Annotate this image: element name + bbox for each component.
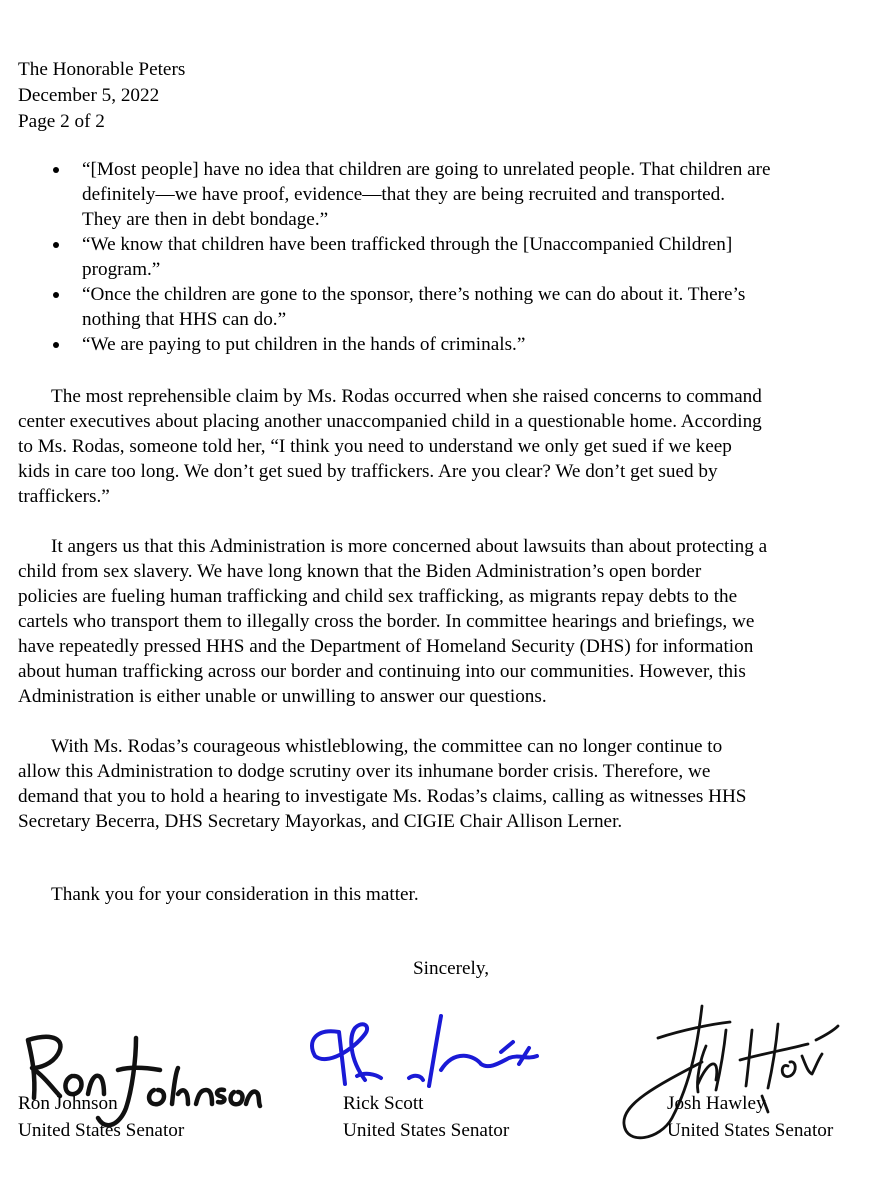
paragraph-line: child from sex slavery. We have long known that the Biden Administration’s open border [18,561,702,582]
signer-title: United States Senator [667,1120,834,1141]
quote-bullet-list [50,157,870,357]
paragraph-line: demand that you to hold a hearing to investigate Ms. Rodas’s claims, calling as witnesses HHS [18,786,747,807]
recipient-line: The Honorable Peters [18,59,186,80]
quote-line: program.” [82,259,161,280]
signer-title: United States Senator [18,1120,185,1141]
paragraph-line: about human trafficking across our border and continuing into our communities. However, this [18,661,746,682]
paragraph-line: With Ms. Rodas’s courageous whistleblowing, the committee can no longer continue to [51,736,723,757]
quote-bullet [50,232,870,282]
page-number: Page 2 of 2 [18,111,105,132]
paragraph-line: allow this Administration to dodge scrutiny over its inhumane border crisis. Therefore, we [18,761,711,782]
paragraph-line: traffickers.” [18,486,110,507]
body-paragraph [18,384,868,509]
quote-line: “Once the children are gone to the sponsor, there’s nothing we can do about it. There’s [82,284,746,305]
bullet-dot-icon [53,242,59,248]
quote-line: “[Most people] have no idea that children are going to unrelated people. That children are [82,159,771,180]
quote-bullet [50,282,870,332]
paragraph-line: have repeatedly pressed HHS and the Department of Homeland Security (DHS) for information [18,636,754,657]
paragraph-line: Thank you for your consideration in this matter. [51,884,419,905]
signature-rick-scott [305,1008,555,1098]
paragraph-line: It angers us that this Administration is more concerned about lawsuits than about protecting a [51,536,768,557]
bullet-dot-icon [53,167,59,173]
quote-line: “We know that children have been trafficked through the [Unaccompanied Children] [82,234,733,255]
bullet-dot-icon [53,342,59,348]
paragraph-line: center executives about placing another unaccompanied child in a questionable home. According [18,411,762,432]
quote-line: “We are paying to put children in the hands of criminals.” [82,334,526,355]
body-paragraph [18,534,868,709]
signer-name: Rick Scott [343,1093,424,1114]
paragraph-line: kids in care too long. We don’t get sued by traffickers. Are you clear? We don’t get sued by [18,461,718,482]
quote-line: They are then in debt bondage.” [82,209,329,230]
paragraph-line: to Ms. Rodas, someone told her, “I think you need to understand we only get sued if we keep [18,436,732,457]
closing-salutation: Sincerely, [413,958,490,979]
signer-name: Josh Hawley [667,1093,766,1114]
body-paragraph [18,882,868,907]
paragraph-line: cartels who transport them to illegally cross the border. In committee hearings and briefings, we [18,611,755,632]
bullet-dot-icon [53,292,59,298]
date-line: December 5, 2022 [18,85,160,106]
paragraph-line: Secretary Becerra, DHS Secretary Mayorkas, and CIGIE Chair Allison Lerner. [18,811,623,832]
quote-bullet [50,157,870,232]
paragraph-line: policies are fueling human trafficking and child sex trafficking, as migrants repay debts to the [18,586,738,607]
paragraph-line: Administration is either unable or unwilling to answer our questions. [18,686,547,707]
quote-bullet [50,332,870,357]
signer-name: Ron Johnson [18,1093,118,1114]
body-paragraph [18,734,868,834]
quote-line: nothing that HHS can do.” [82,309,287,330]
quote-line: definitely—we have proof, evidence—that they are being recruited and transported. [82,184,726,205]
letter-header [18,57,185,135]
signer-title: United States Senator [343,1120,510,1141]
paragraph-line: The most reprehensible claim by Ms. Rodas occurred when she raised concerns to command [51,386,762,407]
